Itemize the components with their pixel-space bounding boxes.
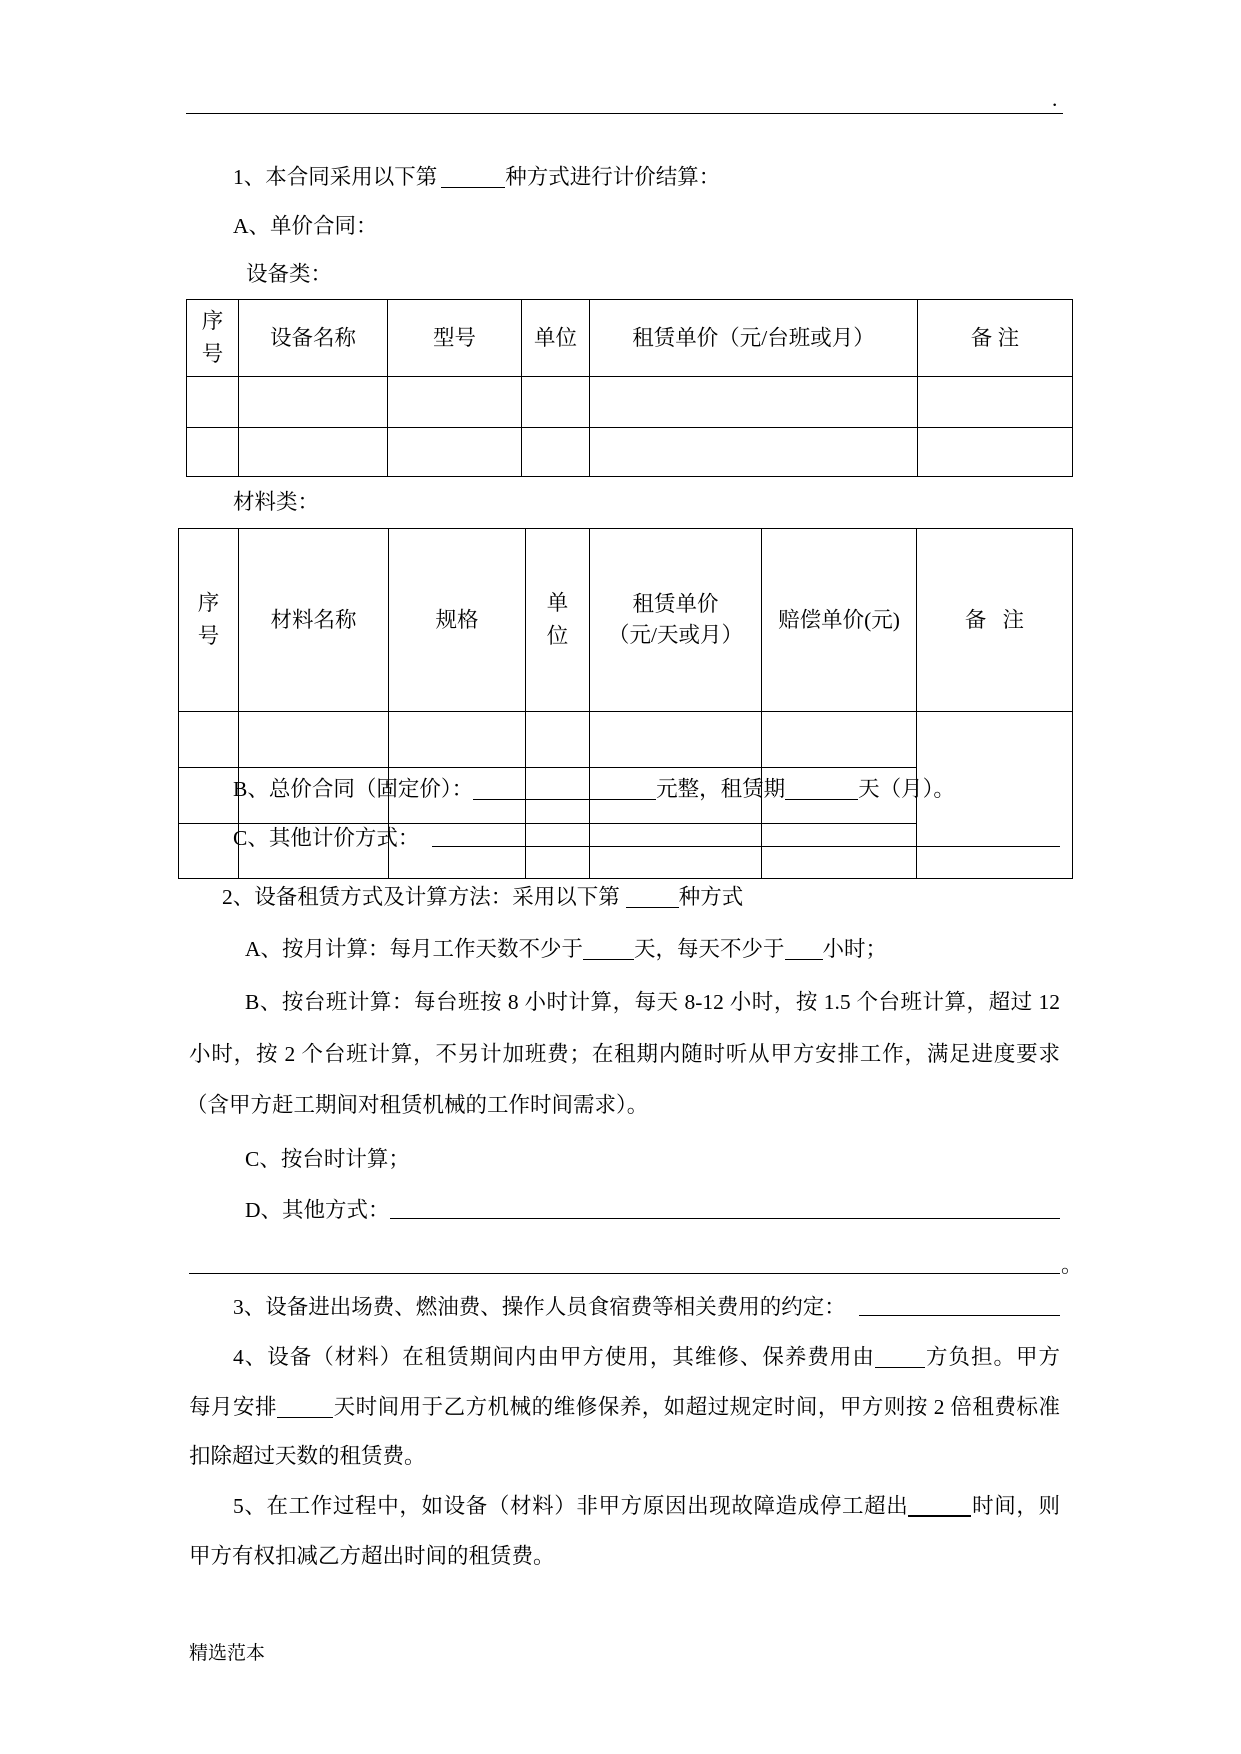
clause2-option-b-line2: 小时，按 2 个台班计算，不另计加班费；在租期内随时听从甲方安排工作，满足进度要求	[189, 1042, 1060, 1066]
table-cell	[590, 428, 918, 477]
clause5-line1-text-end: 时间，则	[971, 1494, 1060, 1518]
clause1-option-a: A、单价合同：	[233, 214, 378, 238]
clause2-end-mark: 。	[1061, 1253, 1083, 1277]
col-header-material-name: 材料名称	[239, 529, 389, 712]
clause4-line1-text: 4、设备（材料）在租赁期间内由甲方使用，其维修、保养费用由	[233, 1345, 875, 1369]
total-price-blank	[473, 781, 656, 800]
col-header-unit-label: 单位	[546, 591, 569, 648]
clause5-line1	[233, 1491, 1060, 1521]
option-b-text-end: 天（月）。	[858, 777, 955, 801]
table-cell	[388, 377, 522, 428]
lease-method-blank	[626, 889, 679, 908]
min-hours-blank	[785, 941, 823, 960]
clause2-option-b-line3: （含甲方赶工期间对租赁机械的工作时间需求）。	[186, 1093, 649, 1117]
clause1-option-c: C、其他计价方式：	[233, 826, 420, 850]
col-header-index	[187, 300, 239, 377]
table-row	[179, 712, 1073, 768]
clause2-option-a	[245, 934, 887, 964]
other-pricing-underline	[432, 846, 1060, 847]
table-cell	[389, 712, 526, 768]
clause1-option-b	[233, 774, 955, 804]
other-method-underline-continued	[189, 1273, 1060, 1274]
clause4-line3: 扣除超过天数的租赁费。	[189, 1444, 426, 1468]
table-cell	[239, 428, 388, 477]
table-cell	[522, 428, 590, 477]
table-cell	[239, 377, 388, 428]
col-header-unit: 单位	[522, 300, 590, 377]
table-cell	[762, 824, 917, 879]
clause2-option-b-line1: B、按台班计算：每台班按 8 小时计算，每天 8-12 小时，按 1.5 个台班计算，超过 12	[245, 990, 1060, 1014]
col-header-rental-price	[590, 529, 762, 712]
table-header-row	[179, 529, 1073, 712]
table-cell	[187, 377, 239, 428]
clause1-intro-text: 1、本合同采用以下第	[233, 165, 438, 189]
clause2-option-c: C、按台时计算；	[245, 1147, 410, 1171]
table-cell	[762, 712, 917, 768]
option-a-text-end: 小时；	[822, 937, 888, 961]
table-cell	[526, 712, 590, 768]
header-dot-mark: .	[1052, 87, 1058, 111]
col-header-equipment-name: 设备名称	[239, 300, 388, 377]
table-cell	[590, 712, 762, 768]
clause4-line1	[233, 1342, 1060, 1372]
page-footer: 精选范本	[189, 1643, 266, 1664]
option-b-text-middle: 元整，租赁期	[656, 777, 786, 801]
col-header-remarks: 备 注	[917, 529, 1073, 712]
col-header-index	[179, 529, 239, 712]
clause4-line1-text-end: 方负担。甲方	[924, 1345, 1060, 1369]
maintenance-party-blank	[875, 1349, 925, 1368]
col-header-model: 型号	[388, 300, 522, 377]
min-days-blank	[583, 941, 634, 960]
other-method-underline	[390, 1218, 1060, 1219]
table-header-row	[187, 300, 1073, 377]
clause5-line2: 甲方有权扣减乙方超出时间的租赁费。	[189, 1544, 555, 1568]
equipment-caption: 设备类：	[246, 262, 333, 286]
table-cell	[388, 428, 522, 477]
materials-caption: 材料类：	[233, 490, 320, 514]
table-cell	[239, 712, 389, 768]
option-a-text: A、按月计算：每月工作天数不少于	[245, 937, 584, 961]
table-row	[187, 377, 1073, 428]
option-b-text: B、总价合同（固定价）：	[233, 777, 474, 801]
pricing-method-blank	[441, 169, 505, 188]
clause2-option-d: D、其他方式：	[245, 1198, 390, 1222]
table-row	[187, 428, 1073, 477]
table-cell	[179, 712, 239, 768]
clause2-intro-text-end: 种方式	[678, 885, 744, 909]
table-cell	[179, 768, 239, 824]
col-header-rental-price-line2: （元/天或月）	[608, 623, 743, 647]
col-header-rental-price-line1: 租赁单价	[632, 592, 719, 616]
table-cell	[590, 824, 762, 879]
clause5-line1-text: 5、在工作过程中，如设备（材料）非甲方原因出现故障造成停工超出	[233, 1494, 909, 1518]
clause4-line2	[189, 1392, 1060, 1422]
clause1-intro	[233, 162, 720, 192]
equipment-table	[186, 299, 1073, 477]
option-a-text-middle: 天，每天不少于	[634, 937, 785, 961]
clause3-text: 3、设备进出场费、燃油费、操作人员食宿费等相关费用的约定：	[233, 1295, 846, 1319]
clause2-intro	[222, 882, 743, 912]
table-cell	[590, 377, 918, 428]
col-header-rental-price: 租赁单价（元/台班或月）	[590, 300, 918, 377]
table-cell	[526, 824, 590, 879]
col-header-unit	[526, 529, 590, 712]
clause1-intro-text-end: 种方式进行计价结算：	[505, 165, 721, 189]
header-rule	[186, 113, 1063, 114]
maintenance-days-blank	[277, 1399, 333, 1418]
clause2-intro-text: 2、设备租赁方式及计算方法：采用以下第	[222, 885, 620, 909]
col-header-index-label: 序号	[197, 591, 220, 648]
table-cell	[918, 377, 1073, 428]
col-header-spec: 规格	[389, 529, 526, 712]
downtime-limit-blank	[908, 1497, 971, 1517]
table-cell	[522, 377, 590, 428]
col-header-compensation-price: 赔偿单价(元)	[762, 529, 917, 712]
table-cell	[187, 428, 239, 477]
table-cell	[918, 428, 1073, 477]
clause4-line2-text-end: 天时间用于乙方机械的维修保养，如超过规定时间，甲方则按 2 倍租费标准	[333, 1395, 1060, 1419]
fees-agreement-underline	[859, 1315, 1060, 1316]
lease-term-blank	[785, 781, 858, 800]
table-cell	[179, 824, 239, 879]
col-header-index-label: 序号	[201, 309, 224, 366]
clause4-line2-text: 每月安排	[189, 1395, 278, 1419]
col-header-remarks: 备 注	[918, 300, 1073, 377]
